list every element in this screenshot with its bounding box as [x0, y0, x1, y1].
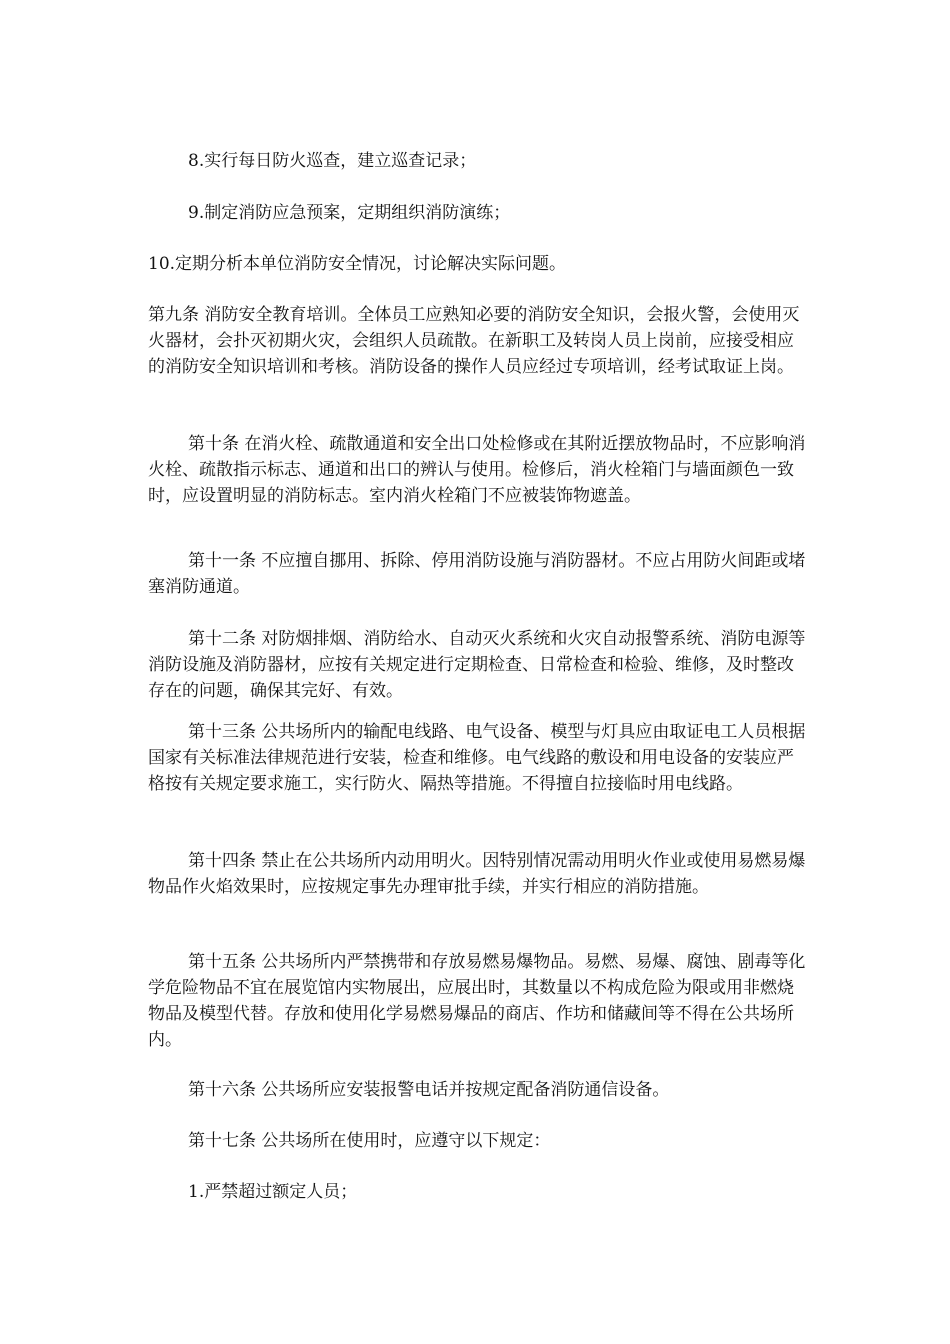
- list-item-8: 8.实行每日防火巡查，建立巡查记录；: [188, 151, 477, 171]
- article-10-paragraph: 第十条 在消火栓、疏散通道和安全出口处检修或在其附近摆放物品时，不应影响消火栓、疏散指示标志、通道和出口的辨认与使用。检修后，消火栓箱门与墙面颜色一致时，应设置明显的消防标志。室内消火栓箱门不应被装饰物遮盖。: [148, 434, 806, 506]
- list-item-10: 10.定期分析本单位消防安全情况，讨论解决实际问题。: [148, 254, 567, 274]
- article-12-paragraph: 第十二条 对防烟排烟、消防给水、自动灭火系统和火灾自动报警系统、消防电源等消防设施及消防器材，应按有关规定进行定期检查、日常检查和检验、维修，及时整改存在的问题，确保其完好、有效。: [148, 629, 806, 701]
- list-item-9: 9.制定消防应急预案，定期组织消防演练；: [188, 203, 511, 223]
- article-14-paragraph: 第十四条 禁止在公共场所内动用明火。因特别情况需动用明火作业或使用易燃易爆物品作火焰效果时，应按规定事先办理审批手续，并实行相应的消防措施。: [148, 851, 806, 897]
- article-13-paragraph: 第十三条 公共场所内的输配电线路、电气设备、模型与灯具应由取证电工人员根据国家有关标准法律规范进行安装，检查和维修。电气线路的敷设和用电设备的安装应严格按有关规定要求施工，实行防火、隔热等措施。不得擅自拉接临时用电线路。: [148, 722, 806, 794]
- article-17-paragraph: 第十七条 公共场所在使用时，应遵守以下规定：: [188, 1131, 551, 1151]
- article-15-paragraph: 第十五条 公共场所内严禁携带和存放易燃易爆物品。易燃、易爆、腐蚀、剧毒等化学危险物品不宜在展览馆内实物展出，应展出时，其数量以不构成危险为限或用非燃烧物品及模型代替。存放和使用化学易燃易爆品的商店、作坊和储藏间等不得在公共场所内。: [148, 952, 806, 1050]
- article-16-paragraph: 第十六条 公共场所应安装报警电话并按规定配备消防通信设备。: [188, 1080, 670, 1100]
- list-item-1: 1.严禁超过额定人员；: [188, 1182, 358, 1202]
- article-9-paragraph: 第九条 消防安全教育培训。全体员工应熟知必要的消防安全知识，会报火警，会使用灭火器材，会扑灭初期火灾，会组织人员疏散。在新职工及转岗人员上岗前，应接受相应的消防安全知识培训和考核。消防设备的操作人员应经过专项培训，经考试取证上岗。: [148, 305, 800, 377]
- article-11-paragraph: 第十一条 不应擅自挪用、拆除、停用消防设施与消防器材。不应占用防火间距或堵塞消防通道。: [148, 551, 806, 597]
